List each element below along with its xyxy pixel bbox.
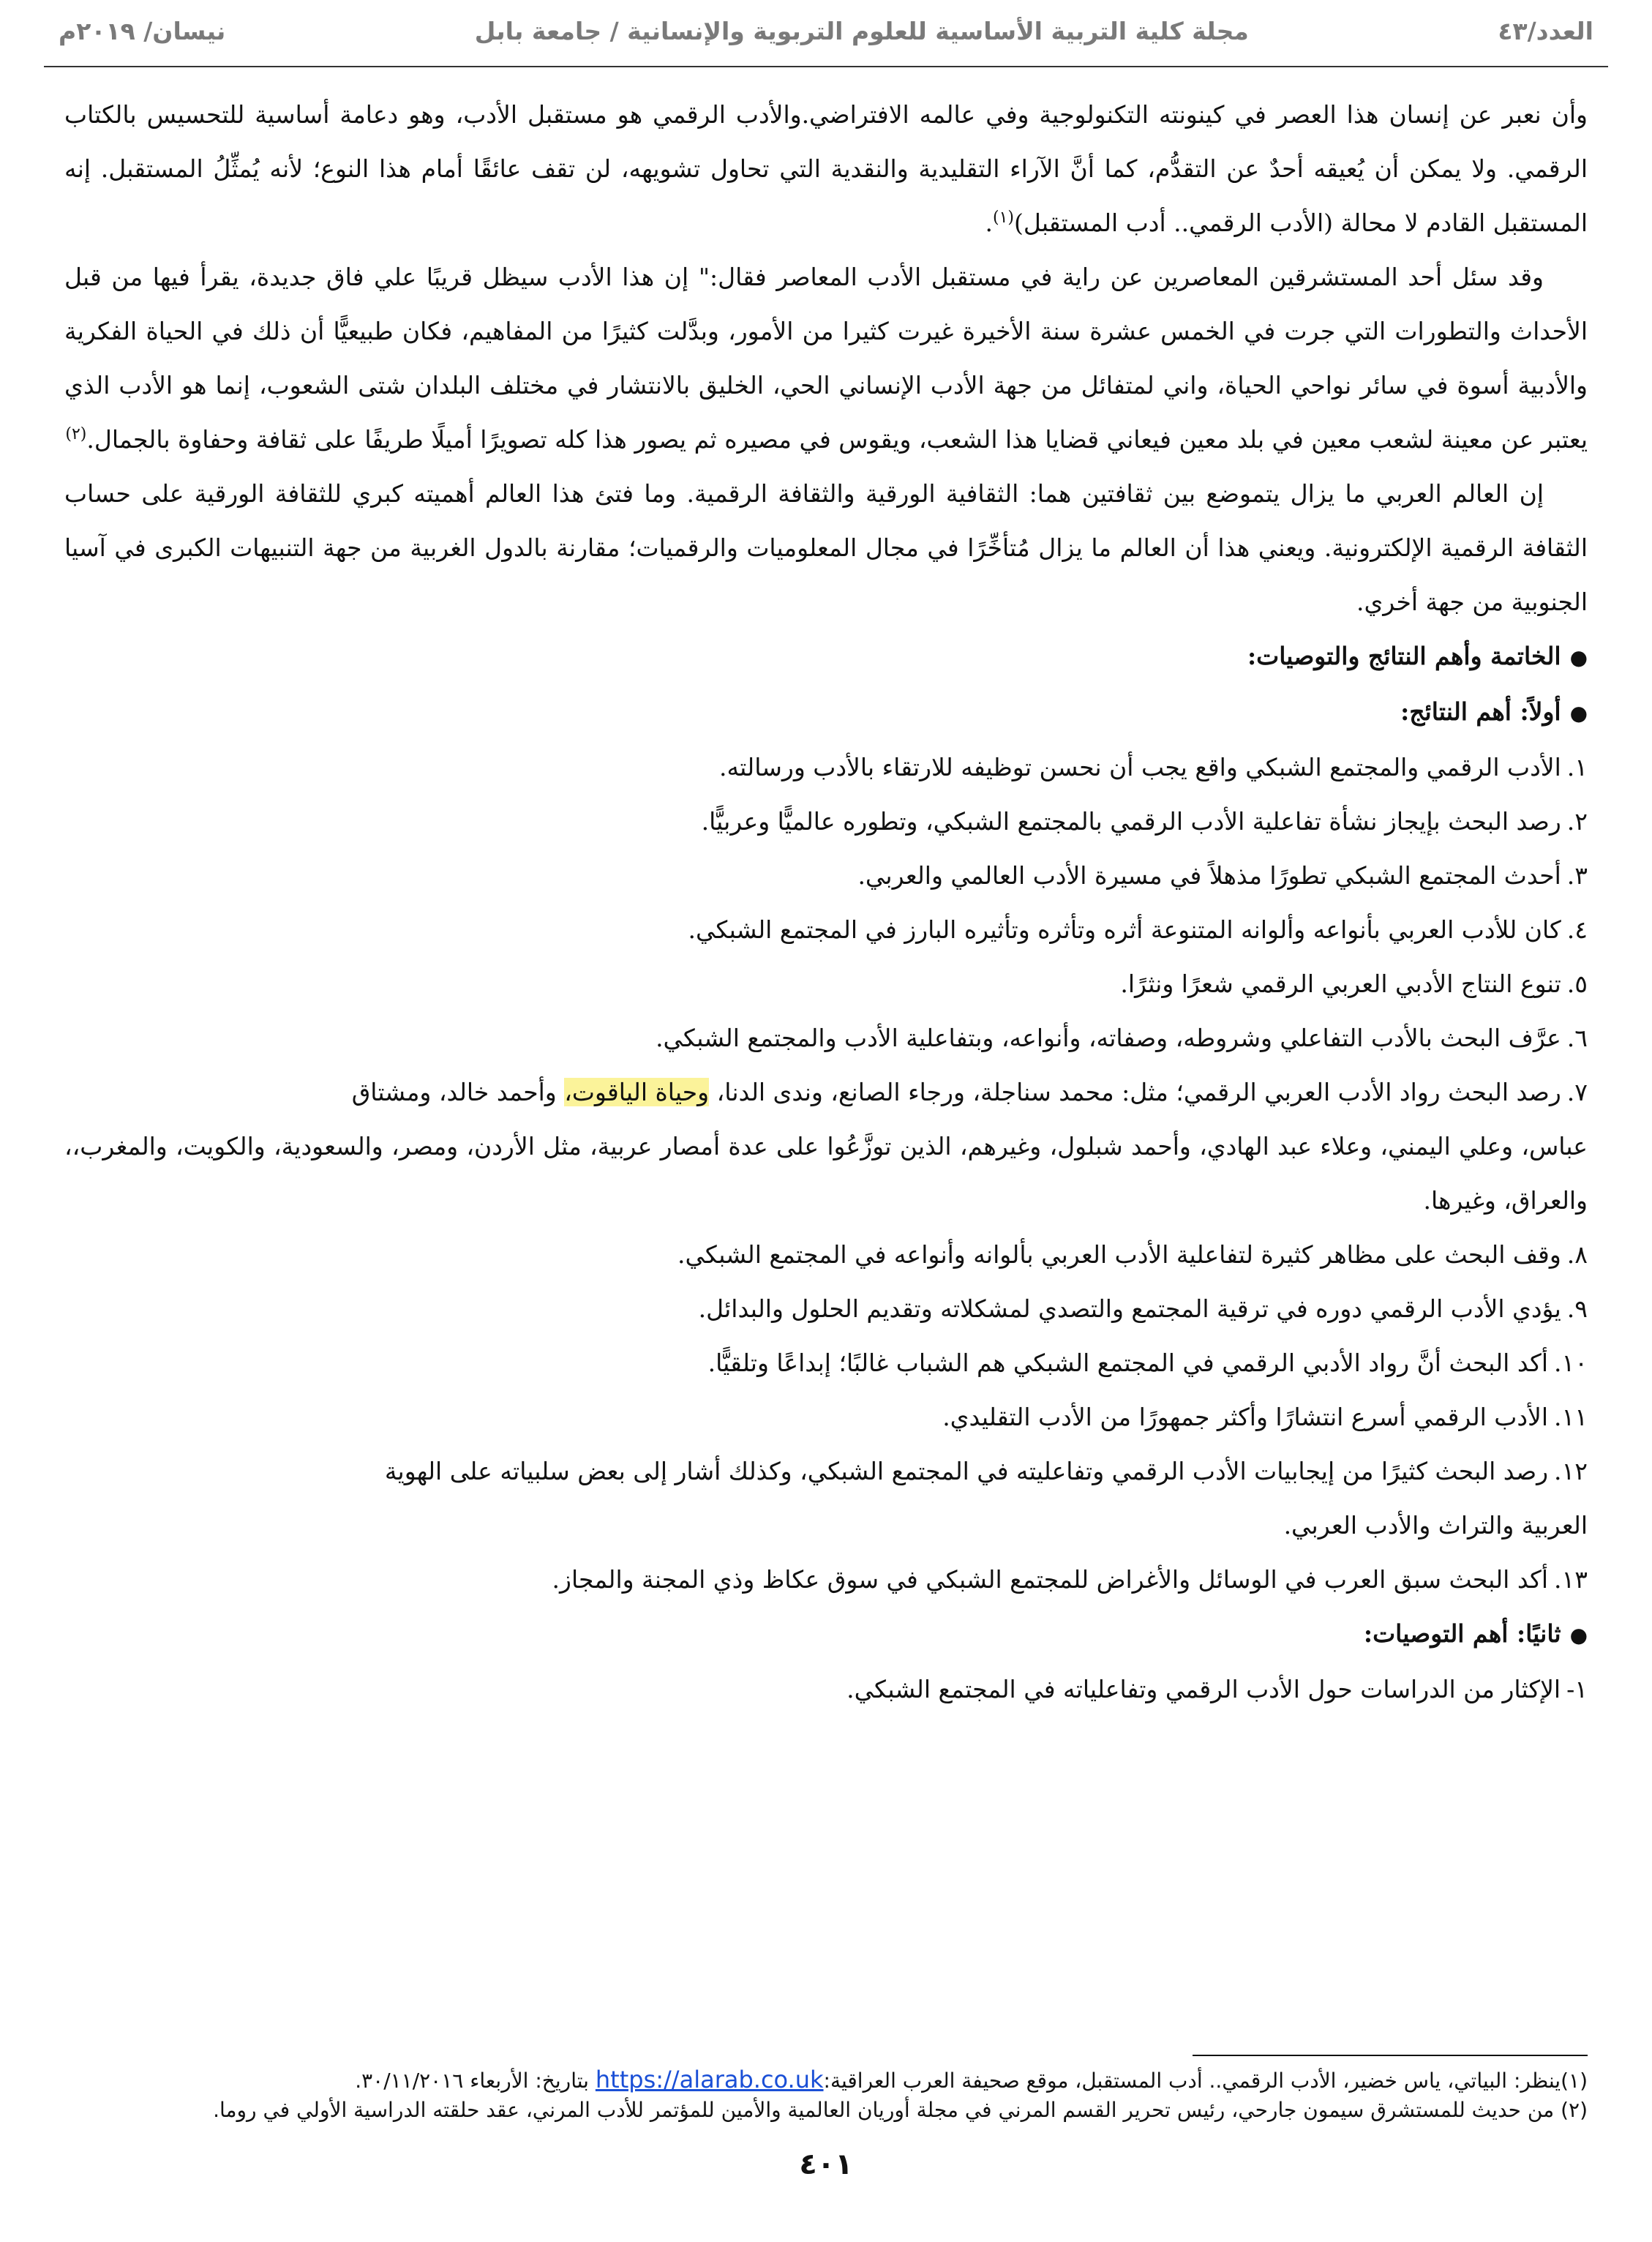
list-item-continuation: عباس، وعلي اليمني، وعلاء عبد الهادي، وأحمد شبلول، وغيرهم، الذين توزَّعُوا على عدة أمصار عربية، مثل الأردن، ومصر، والسعودية، والكويت، والمغرب،، والعراق، وغيرها. [64, 1132, 1588, 1215]
item-number: ٣. [1566, 861, 1588, 890]
bullet-icon: ● [1569, 701, 1588, 725]
item-text: كان للأدب العربي بأنواعه وألوانه المتنوعة أثره وتأثره وتأثيره البارز في المجتمع الشبكي. [688, 915, 1561, 944]
item-text: الأدب الرقمي والمجتمع الشبكي واقع يجب أن نحسن توظيفه للارتقاء بالأدب ورسالته. [719, 753, 1561, 781]
item-number: ٦. [1566, 1024, 1588, 1052]
list-item [64, 957, 1588, 1011]
item-number: ١- [1566, 1675, 1588, 1703]
list-item [64, 1390, 1588, 1444]
heading-text: ثانيًا: أهم التوصيات: [1363, 1619, 1561, 1648]
list-item-continuation: العربية والتراث والأدب العربي. [1283, 1511, 1588, 1540]
item-text: تنوع النتاج الأدبي العربي الرقمي شعرًا ونثرًا. [1120, 970, 1561, 998]
list-item [64, 1065, 1588, 1120]
item-number: ٨. [1566, 1240, 1588, 1269]
issue-date: نيسان/ ٢٠١٩م [59, 16, 226, 45]
item-text: رصد البحث رواد الأدب العربي الرقمي؛ مثل: محمد سناجلة، ورجاء الصانع، وندى الدنا، [709, 1078, 1561, 1106]
item-number: ٩. [1566, 1294, 1588, 1323]
highlighted-text: وحياة الياقوت، [564, 1078, 710, 1106]
item-number: ١. [1566, 753, 1588, 781]
list-item [64, 903, 1588, 957]
header-divider [44, 66, 1608, 67]
item-text: الأدب الرقمي أسرع انتشارًا وأكثر جمهورًا من الأدب التقليدي. [942, 1403, 1549, 1431]
paragraph [64, 88, 1588, 250]
footnote-link[interactable]: https://alarab.co.uk [595, 2066, 824, 2093]
list-item [64, 1011, 1588, 1065]
list-item [64, 795, 1588, 849]
item-number: ٢. [1566, 807, 1588, 836]
item-number: ١٣. [1554, 1565, 1588, 1594]
item-text: أحدث المجتمع الشبكي تطورًا مذهلاً في مسيرة الأدب العالمي والعربي. [857, 861, 1561, 890]
item-text: وقف البحث على مظاهر كثيرة لتفاعلية الأدب العربي بألوانه وأنواعه في المجتمع الشبكي. [677, 1240, 1561, 1269]
heading-text: أولاً: أهم النتائج: [1400, 697, 1561, 726]
footnotes [64, 2065, 1588, 2125]
item-text: عرَّف البحث بالأدب التفاعلي وشروطه، وصفاته، وأنواعه، وبتفاعلية الأدب والمجتمع الشبكي. [656, 1024, 1561, 1052]
page-number: ٤٠١ [799, 2148, 853, 2181]
list-item [64, 741, 1588, 795]
item-number: ٥. [1566, 970, 1588, 998]
bullet-icon: ● [1569, 1623, 1588, 1647]
item-number: ٧. [1566, 1078, 1588, 1106]
item-text: أكد البحث أنَّ رواد الأدبي الرقمي في المجتمع الشبكي هم الشباب غالبًا؛ إبداعًا وتلقيًّا. [707, 1349, 1549, 1377]
item-text: وأحمد خالد، ومشتاق [351, 1078, 565, 1106]
bullet-icon: ● [1569, 645, 1588, 670]
item-number: ١٠. [1554, 1349, 1588, 1377]
main-text [64, 88, 1588, 1717]
item-number: ٤. [1566, 915, 1588, 944]
paragraph: إن العالم العربي ما يزال يتموضع بين ثقافتين هما: الثقافية الورقية والثقافة الرقمية. وما فتئ هذا العالم أهميته كبري للثقافة الورقية على حساب الثقافة الرقمية الإلكترونية. ويعني هذا أن العالم ما يزال مُتأخِّرًا في مجال المعلوميات والرقميات؛ مقارنة بالدول الغربية من جهة التنبيهات الكبرى في آسيا الجنوبية من جهة أخري. [64, 479, 1588, 616]
item-text: أكد البحث سبق العرب في الوسائل والأغراض للمجتمع الشبكي في سوق عكاظ وذي المجنة والمجاز. [552, 1565, 1549, 1594]
section-heading [64, 1607, 1588, 1662]
footnote-ref: (٢) [65, 425, 87, 443]
journal-title: مجلة كلية التربية الأساسية للعلوم التربوية والإنسانية / جامعة بابل [474, 16, 1249, 45]
section-heading [64, 685, 1588, 741]
footnote-text: (١)ينظر: البياتي، ياس خضير، الأدب الرقمي.. أدب المستقبل، موقع صحيفة العرب العراقية: [823, 2069, 1588, 2093]
running-header [59, 10, 1593, 51]
footnote-ref: (١) [992, 209, 1014, 227]
paragraph-text: وأن نعبر عن إنسان هذا العصر في كينونته التكنولوجية وفي عالمه الافتراضي.والأدب الرقمي هو مستقبل الأدب، وهو دعامة أساسية للتحسيس بالكتاب الرقمي. ولا يمكن أن يُعيقه أحدٌ عن التقدُّم، كما أنَّ الآراء التقليدية والنقدية التي تحاول تشويهه، لن تقف عائقًا أمام هذا النوع؛ لأنه يُمثِّلُ المستقبل. إنه المستقبل القادم لا محالة (الأدب الرقمي.. أدب المستقبل) [64, 100, 1588, 237]
item-number: ١١. [1554, 1403, 1588, 1431]
footnote-divider [1193, 2055, 1588, 2056]
item-text: رصد البحث بإيجاز نشأة تفاعلية الأدب الرقمي بالمجتمع الشبكي، وتطوره عالميًّا وعربيًّا. [701, 807, 1561, 836]
footnote: (٢) من حديث للمستشرق سيمون جارحي، رئيس تحرير القسم المرني في مجلة أوريان العالمية والأمين للمؤتمر للأدب المرني، عقد حلقته الدراسية الأولي في روما. [213, 2098, 1588, 2122]
item-text: يؤدي الأدب الرقمي دوره في ترقية المجتمع والتصدي لمشكلاته وتقديم الحلول والبدائل. [698, 1294, 1561, 1323]
list-item [64, 1282, 1588, 1336]
item-text: الإكثار من الدراسات حول الأدب الرقمي وتفاعلياته في المجتمع الشبكي. [846, 1675, 1561, 1703]
list-item [64, 1336, 1588, 1390]
footnote [64, 2065, 1588, 2096]
paragraph-text: وقد سئل أحد المستشرقين المعاصرين عن راية في مستقبل الأدب المعاصر فقال:" إن هذا الأدب سيظل قريبًا علي فاق جديدة، يقرأ فيها من قبل الأحداث والتطورات التي جرت في الخمس عشرة سنة الأخيرة غيرت كثيرا من الأمور، وبدَّلت كثيرًا من المفاهيم، فكان طبيعيًّا أن ذلك في الحياة الفكرية والأدبية أسوة في سائر نواحي الحياة، واني لمتفائل من جهة الأدب الإنساني الحي، الخليق بالانتشار في مختلف البلدان شتى الشعوب، إنما هو الأدب الذي يعتبر عن معينة لشعب معين في بلد معين فيعاني قضايا هذا الشعب، ويقوس في مصيره ثم يصور هذا كله تصويرًا أميلًا طريفًا على ثقافة وحفاوة بالجمال. [64, 263, 1588, 454]
list-item [64, 1553, 1588, 1607]
issue-number: العدد/٤٣ [1498, 16, 1593, 45]
footnote-text: بتاريخ: الأربعاء ٣٠/١١/٢٠١٦. [355, 2069, 596, 2093]
paragraph-end: . [985, 209, 993, 237]
paragraph [64, 250, 1588, 467]
item-text: رصد البحث كثيرًا من إيجابيات الأدب الرقمي وتفاعليته في المجتمع الشبكي، وكذلك أشار إلى بعض سلبياته على الهوية [384, 1457, 1549, 1485]
section-heading [64, 629, 1588, 685]
heading-text: الخاتمة وأهم النتائج والتوصيات: [1247, 642, 1561, 670]
list-item [64, 1662, 1588, 1717]
list-item [64, 1228, 1588, 1282]
list-item [64, 849, 1588, 903]
item-number: ١٢. [1554, 1457, 1588, 1485]
list-item [64, 1444, 1588, 1499]
